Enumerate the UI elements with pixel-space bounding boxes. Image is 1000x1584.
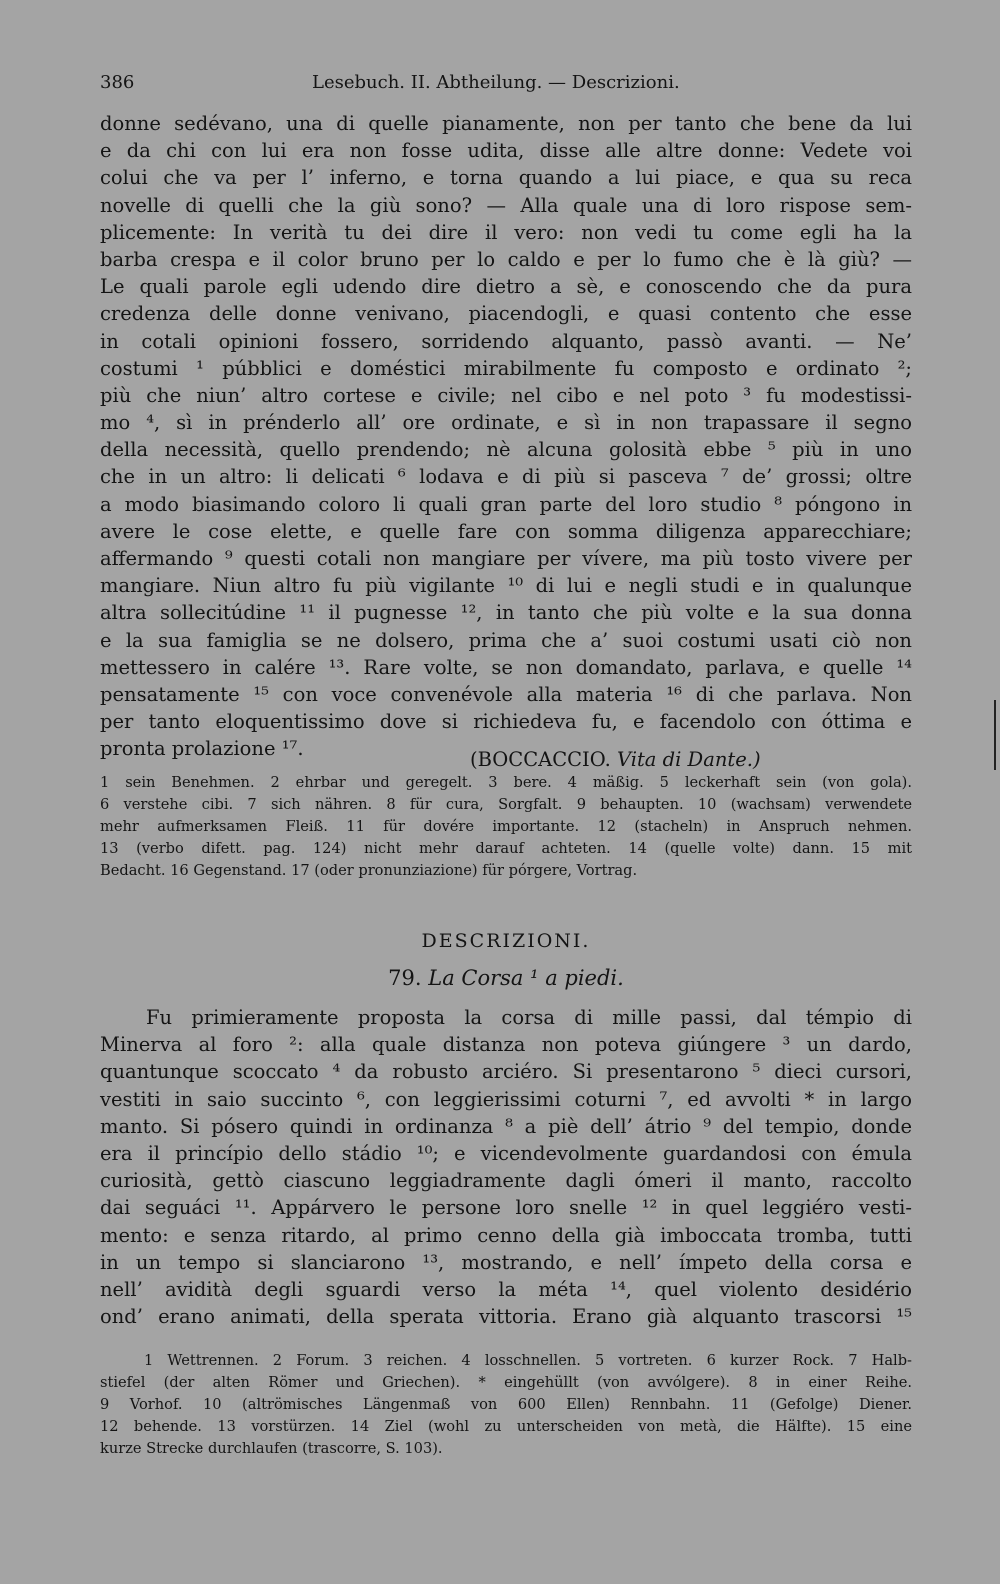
text-line: vestiti in saio succinto ⁶, con leggierissimi coturni ⁷, ed avvolti * in largo (100, 1087, 912, 1111)
text-line: e la sua famiglia se ne dolsero, prima che a’ suoi costumi usati ciò non (100, 628, 912, 652)
text-line: colui che va per l’ inferno, e torna quando a lui piace, e qua su reca (100, 166, 912, 190)
margin-rule (994, 700, 996, 770)
text-line: manto. Si pósero quindi in ordinanza ⁸ a piè dell’ átrio ⁹ del tempio, donde (100, 1114, 912, 1138)
text-line: in cotali opinioni fossero, sorridendo alquanto, passò avanti. — Ne’ (100, 329, 912, 353)
text-line: affermando ⁹ questi cotali non mangiare per vívere, ma più tosto vivere per (100, 547, 912, 570)
running-header (100, 72, 912, 96)
text-line: Fu primieramente proposta la corsa di mille passi, dal témpio di (146, 1006, 912, 1029)
attribution-work: Vita di Dante.) (617, 748, 761, 771)
section-heading: DESCRIZIONI. (421, 930, 591, 952)
article-number: 79. (388, 966, 422, 990)
text-line: mangiare. Niun altro fu più vigilante ¹⁰ di lui e negli studi e in qualunque (100, 574, 912, 598)
text-line: curiosità, gettò ciascuno leggiadramente dagli ómeri il manto, raccolto (100, 1169, 912, 1193)
text-line: quantunque scoccato ⁴ da robusto arciéro. Si presentarono ⁵ dieci cursori, (100, 1060, 912, 1084)
footnote-line: 9 Vorhof. 10 (altrömisches Längenmaß von 600 Ellen) Rennbahn. 11 (Gefolge) Diener. (100, 1396, 912, 1413)
attribution (470, 748, 761, 771)
article-title (100, 966, 912, 990)
text-line: mo ⁴, sì in prénderlo all’ ore ordinate, e sì in non trapassare il segno (100, 411, 912, 435)
text-line: che in un altro: li delicati ⁶ lodava e di più si pasceva ⁷ de’ grossi; oltre (100, 465, 912, 489)
footnote-line: 13 (verbo difett. pag. 124) nicht mehr darauf achteten. 14 (quelle volte) dann. 15 mit (100, 840, 912, 857)
text-line: avere le cose elette, e quelle fare con somma diligenza apparecchiare; (100, 519, 912, 543)
footnotes-corsa (100, 1350, 912, 1460)
footnote-line: 1 sein Benehmen. 2 ehrbar und geregelt. 3 bere. 4 mäßig. 5 leckerhaft sein (von gola). (100, 774, 912, 791)
text-line: Le quali parole egli udendo dire dietro a sè, e conoscendo che da pura (100, 275, 912, 299)
text-line: in un tempo si slanciarono ¹³, mostrando, e nell’ ímpeto della corsa e (100, 1250, 912, 1274)
page-number: 386 (100, 72, 135, 93)
text-line: pensatamente ¹⁵ con voce convenévole alla materia ¹⁶ di che parlava. Non (100, 682, 912, 706)
text-line: costumi ¹ púbblici e doméstici mirabilmente fu composto e ordinato ²; (100, 356, 912, 380)
text-line: della necessità, quello prendendo; nè alcuna golosità ebbe ⁵ più in uno (100, 438, 912, 462)
text-line: novelle di quelli che la giù sono? — Alla quale una di loro rispose sem- (100, 193, 912, 217)
text-line: nell’ avidità degli sguardi verso la méta ¹⁴, quel violento desidério (100, 1277, 912, 1301)
text-line: Minerva al foro ²: alla quale distanza non poteva giúngere ³ un dardo, (100, 1033, 912, 1057)
text-line: credenza delle donne venivano, piacendogli, e quasi contento che esse (100, 302, 912, 326)
passage-corsa (100, 1004, 912, 1330)
text-line: per tanto eloquentissimo dove si richiedeva fu, e facendolo con óttima e (100, 710, 912, 734)
footnote-line: kurze Strecke durchlaufen (trascorre, S. 103). (100, 1440, 443, 1457)
text-line: dai seguáci ¹¹. Appárvero le persone loro snelle ¹² in quel leggiéro vesti- (100, 1196, 912, 1220)
footnote-line: Bedacht. 16 Gegenstand. 17 (oder pronunziazione) für pórgere, Vortrag. (100, 862, 638, 879)
text-line: era il princípio dello stádio ¹⁰; e vicendevolmente guardandosi con émula (100, 1141, 912, 1165)
article-title-text: La Corsa ¹ a piedi. (428, 966, 624, 990)
footnote-line: stiefel (der alten Römer und Griechen). * eingehüllt (von avvólgere). 8 in einer Reihe. (100, 1374, 912, 1391)
passage-boccaccio (100, 110, 912, 763)
attribution-author: (BOCCACCIO. (470, 748, 611, 771)
text-line: pronta prolazione ¹⁷. (100, 737, 304, 761)
footnote-line: 12 behende. 13 vorstürzen. 14 Ziel (wohl zu unterscheiden von metà, die Hälfte). 15 eine (100, 1418, 912, 1435)
text-line: ond’ erano animati, della sperata vittoria. Erano già alquanto trascorsi ¹⁵ (100, 1305, 912, 1329)
footnote-line: 6 verstehe cibi. 7 sich nähren. 8 für cura, Sorgfalt. 9 behaupten. 10 (wachsam) verwendete (100, 796, 912, 813)
text-line: più che niun’ altro cortese e civile; nel cibo e nel poto ³ fu modestissi- (100, 383, 912, 407)
text-line: a modo biasimando coloro li quali gran parte del loro studio ⁸ póngono in (100, 492, 912, 516)
text-line: donne sedévano, una di quelle pianamente, non per tanto che bene da lui (100, 112, 912, 135)
text-line: barba crespa e il color bruno per lo caldo e per lo fumo che è là giù? — (100, 247, 912, 271)
text-line: mento: e senza ritardo, al primo cenno della già imboccata tromba, tutti (100, 1223, 912, 1247)
footnote-line: mehr aufmerksamen Fleiß. 11 für dovére importante. 12 (stacheln) in Anspruch nehmen. (100, 818, 912, 835)
text-line: e da chi con lui era non fosse udita, disse alle altre donne: Vedete voi (100, 139, 912, 163)
running-title: Lesebuch. II. Abtheilung. — Descrizioni. (312, 72, 680, 93)
footnote-line: 1 Wettrennen. 2 Forum. 3 reichen. 4 losschnellen. 5 vortreten. 6 kurzer Rock. 7 Halb- (144, 1352, 912, 1369)
text-line: altra sollecitúdine ¹¹ il pugnesse ¹², in tanto che più volte e la sua donna (100, 601, 912, 625)
text-line: mettessero in calére ¹³. Rare volte, se non domandato, parlava, e quelle ¹⁴ (100, 655, 912, 679)
footnotes-boccaccio (100, 772, 912, 882)
text-line: plicemente: In verità tu dei dire il vero: non vedi tu come egli ha la (100, 220, 912, 244)
